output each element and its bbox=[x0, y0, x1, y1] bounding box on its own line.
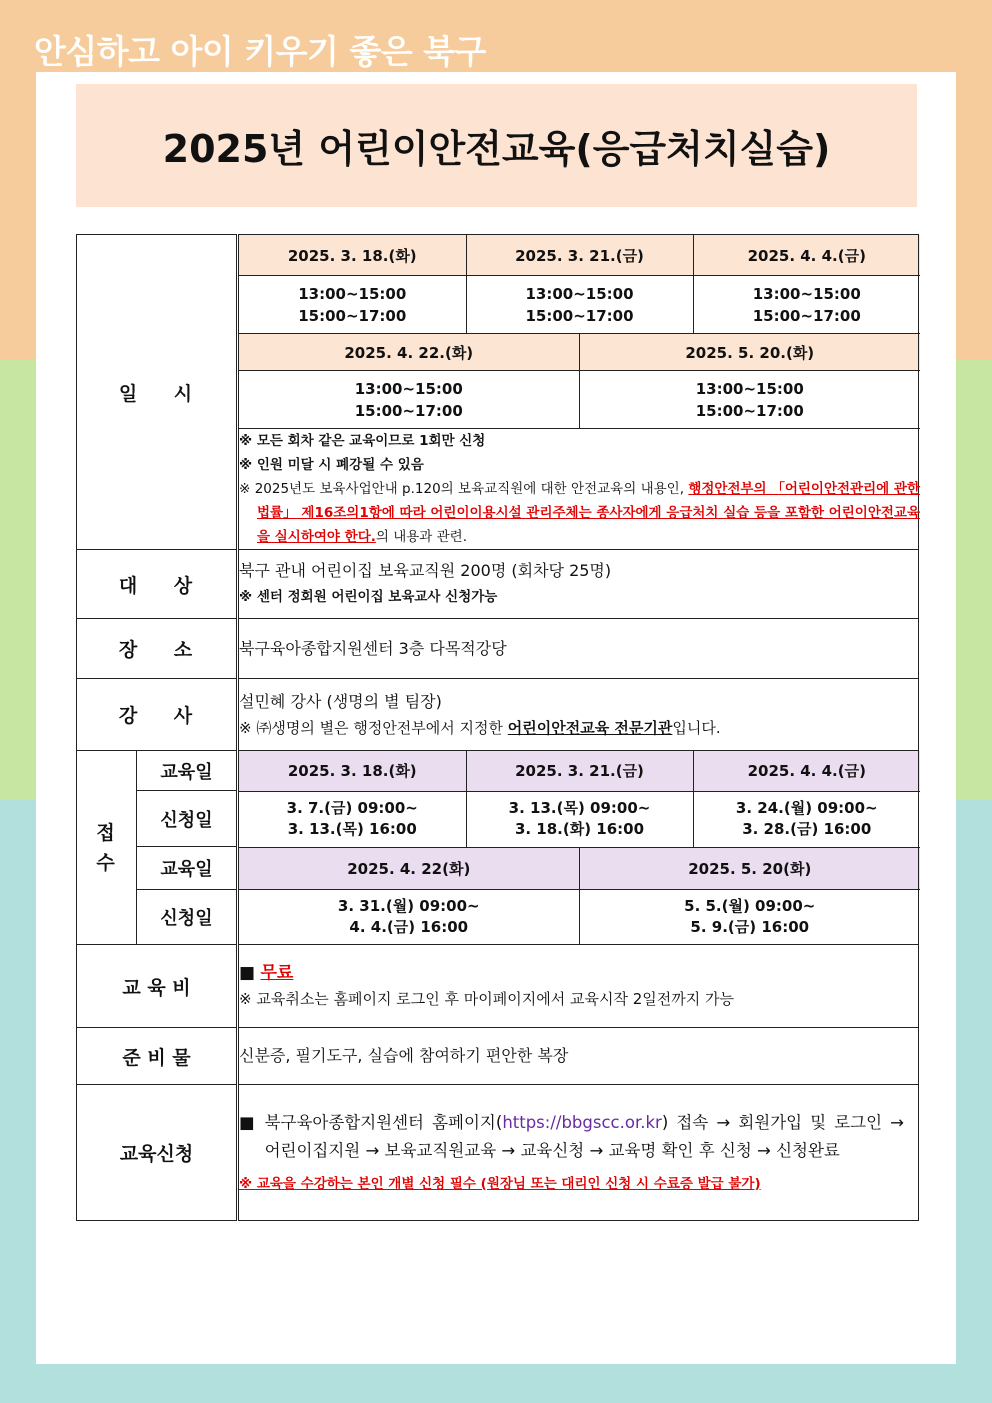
schedule-note: ※ 모든 회차 같은 교육이므로 1회만 신청 bbox=[239, 433, 486, 449]
registration-content bbox=[238, 751, 919, 945]
apply-day-label: 신청일 bbox=[137, 889, 238, 944]
slogan: 안심하고 아이 키우기 좋은 북구 bbox=[34, 32, 486, 71]
place-text: 북구육아종합지원센터 3층 다목적강당 bbox=[238, 619, 919, 679]
apply-end: 3. 13.(목) 16:00 bbox=[287, 820, 417, 838]
info-table bbox=[76, 234, 919, 1221]
apply-start: 3. 24.(월) 09:00~ bbox=[735, 799, 878, 817]
lecturer-content bbox=[238, 679, 919, 751]
schedule-time: 15:00~17:00 bbox=[752, 306, 861, 325]
apply-end: 4. 4.(금) 16:00 bbox=[349, 917, 469, 936]
apply-row bbox=[77, 1085, 919, 1221]
target-row bbox=[77, 550, 919, 619]
prep-text: 신분증, 필기도구, 실습에 참여하기 편안한 복장 bbox=[238, 1028, 919, 1085]
place-row bbox=[77, 619, 919, 679]
lecturer-note-tail: 입니다. bbox=[672, 718, 721, 737]
edu-day-label: 교육일 bbox=[137, 751, 238, 791]
schedule-time: 13:00~15:00 bbox=[752, 284, 861, 303]
apply-content bbox=[238, 1085, 919, 1221]
legal-note-text: ※ 2025년도 보육사업안내 p.120의 보육교직원에 대한 안전교육의 내용인, bbox=[239, 481, 689, 497]
registration-label-1: 접 bbox=[96, 821, 117, 844]
schedule-table bbox=[239, 235, 920, 549]
registration-apply-period bbox=[579, 889, 920, 944]
registration-apply-period bbox=[466, 791, 693, 847]
schedule-time-cell bbox=[239, 276, 466, 334]
schedule-content bbox=[238, 235, 919, 550]
apply-steps bbox=[265, 1109, 904, 1165]
lecturer-label: 강 사 bbox=[77, 679, 238, 751]
registration-edu-date: 2025. 4. 22(화) bbox=[239, 847, 579, 889]
schedule-time: 13:00~15:00 bbox=[525, 284, 634, 303]
apply-text-tail: ) 접속 → 회원가입 및 로그인 → 어린이집지원 → 보육교직원교육 → 교육신청 → 교육명 확인 후 신청 → 신청완료 bbox=[264, 1112, 905, 1160]
schedule-date: 2025. 4. 22.(화) bbox=[239, 334, 579, 371]
schedule-time: 13:00~15:00 bbox=[354, 379, 463, 398]
lecturer-note-text: ※ ㈜생명의 별은 행정안전부에서 지정한 bbox=[239, 718, 508, 737]
fee-label: 교 육 비 bbox=[77, 945, 238, 1028]
edu-day-label: 교육일 bbox=[137, 847, 238, 889]
apply-end: 3. 18.(화) 16:00 bbox=[514, 820, 645, 838]
schedule-time: 15:00~17:00 bbox=[525, 306, 634, 325]
legal-note-highlight: 행정안전부의 「어린이안전관리에 관한 법률」 제16조의1항에 따라 어린이이용시설 관리주체는 종사자에게 응급처치 실습 등을 포함한 어린이안전교육을 실시하여야 한다. bbox=[257, 481, 921, 545]
page-title: 2025년 어린이안전교육(응급처치실습) bbox=[162, 127, 831, 171]
lecturer-note-emphasis: 어린이안전교육 전문기관 bbox=[507, 718, 673, 737]
registration-edu-date: 2025. 3. 18.(화) bbox=[239, 751, 466, 791]
registration-edu-date: 2025. 5. 20(화) bbox=[579, 847, 920, 889]
target-note: ※ 센터 정회원 어린이집 보육교사 신청가능 bbox=[239, 589, 498, 605]
fee-content bbox=[238, 945, 919, 1028]
schedule-time: 13:00~15:00 bbox=[298, 284, 407, 303]
schedule-note: ※ 인원 미달 시 폐강될 수 있음 bbox=[239, 457, 424, 473]
registration-apply-period bbox=[693, 791, 920, 847]
title-box bbox=[76, 84, 917, 207]
schedule-row bbox=[77, 235, 919, 550]
fee-free: 무료 bbox=[260, 963, 294, 983]
apply-day-label: 신청일 bbox=[137, 791, 238, 847]
apply-warning: ※ 교육을 수강하는 본인 개별 신청 필수 (원장님 또는 대리인 신청 시 수료증 발급 불가) bbox=[239, 1175, 761, 1192]
schedule-time: 15:00~17:00 bbox=[695, 401, 804, 420]
apply-end: 3. 28.(금) 16:00 bbox=[742, 820, 872, 838]
registration-table bbox=[239, 751, 920, 944]
lecturer-text: 설민혜 강사 (생명의 별 팀장) bbox=[239, 691, 442, 711]
bullet-icon: ■ bbox=[239, 963, 256, 983]
prep-label: 준 비 물 bbox=[77, 1028, 238, 1085]
schedule-note-legal bbox=[239, 477, 920, 549]
lecturer-row bbox=[77, 679, 919, 751]
schedule-time: 15:00~17:00 bbox=[354, 401, 463, 420]
homepage-link[interactable]: https://bbgscc.or.kr bbox=[502, 1112, 662, 1132]
registration-label bbox=[77, 751, 137, 945]
registration-row bbox=[77, 751, 919, 791]
place-label: 장 소 bbox=[77, 619, 238, 679]
schedule-label: 일 시 bbox=[77, 235, 238, 550]
schedule-date: 2025. 4. 4.(금) bbox=[693, 235, 920, 276]
apply-start: 3. 7.(금) 09:00~ bbox=[286, 799, 418, 817]
target-label: 대 상 bbox=[77, 550, 238, 619]
registration-apply-period bbox=[239, 791, 466, 847]
apply-label: 교육신청 bbox=[77, 1085, 238, 1221]
schedule-time: 15:00~17:00 bbox=[298, 306, 407, 325]
schedule-time-cell bbox=[239, 371, 579, 429]
target-content bbox=[238, 550, 919, 619]
target-text: 북구 관내 어린이집 보육교직원 200명 (회차당 25명) bbox=[239, 561, 612, 580]
apply-start: 3. 31.(월) 09:00~ bbox=[337, 896, 480, 915]
schedule-time-cell bbox=[466, 276, 693, 334]
schedule-time-cell bbox=[693, 276, 920, 334]
registration-label-2: 수 bbox=[96, 851, 117, 874]
fee-row bbox=[77, 945, 919, 1028]
lecturer-note bbox=[239, 715, 918, 741]
schedule-time: 13:00~15:00 bbox=[695, 379, 804, 398]
schedule-notes bbox=[239, 429, 920, 550]
apply-start: 5. 5.(월) 09:00~ bbox=[684, 896, 816, 915]
schedule-time-cell bbox=[579, 371, 920, 429]
apply-text: 북구육아종합지원센터 홈페이지( bbox=[264, 1112, 503, 1132]
schedule-date: 2025. 3. 18.(화) bbox=[239, 235, 466, 276]
registration-apply-period bbox=[239, 889, 579, 944]
schedule-date: 2025. 3. 21.(금) bbox=[466, 235, 693, 276]
legal-note-tail: 의 내용과 관련. bbox=[375, 529, 467, 545]
schedule-date: 2025. 5. 20.(화) bbox=[579, 334, 920, 371]
registration-edu-date: 2025. 3. 21.(금) bbox=[466, 751, 693, 791]
bullet-icon: ■ bbox=[239, 1112, 255, 1132]
apply-start: 3. 13.(목) 09:00~ bbox=[508, 799, 651, 817]
apply-end: 5. 9.(금) 16:00 bbox=[690, 917, 810, 936]
registration-edu-date: 2025. 4. 4.(금) bbox=[693, 751, 920, 791]
fee-note: ※ 교육취소는 홈페이지 로그인 후 마이페이지에서 교육시작 2일전까지 가능 bbox=[239, 990, 734, 1008]
prep-row bbox=[77, 1028, 919, 1085]
